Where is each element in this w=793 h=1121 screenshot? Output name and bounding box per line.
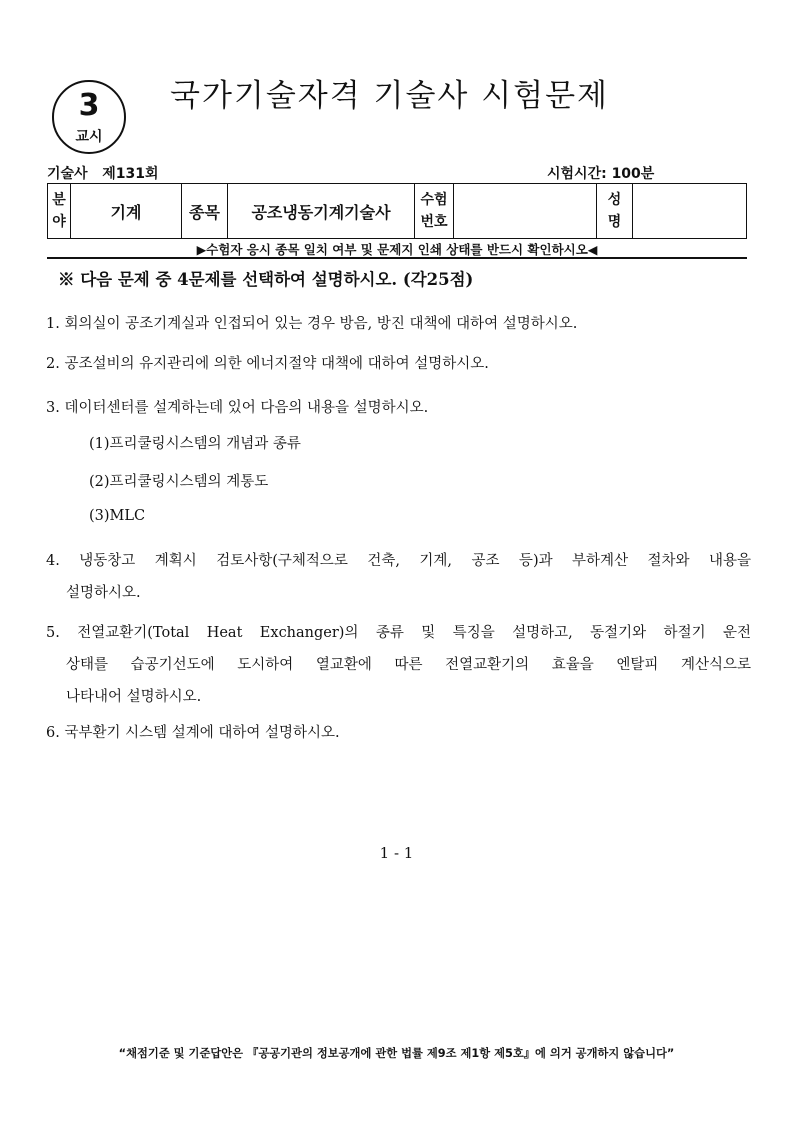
number-label-2: 번호: [420, 214, 448, 230]
name-label-2: 명: [607, 214, 622, 230]
question-1: [46, 308, 751, 340]
page-number: 1 - 1: [379, 844, 414, 862]
question-line: 2. 공조설비의 유지관리에 의한 에너지절약 대책에 대하여 설명하시오.: [46, 356, 489, 372]
question-3: [46, 392, 751, 424]
number-label-cell: [415, 184, 454, 239]
name-value[interactable]: [633, 184, 747, 239]
check-notice: ▶수험자 응시 종목 일치 여부 및 문제지 인쇄 상태를 반드시 확인하시오◀: [196, 242, 598, 257]
question-3-subitem-1: (1)프리쿨링시스템의 개념과 종류: [89, 436, 301, 452]
question-line: 3. 데이터센터를 설계하는데 있어 다음의 내용을 설명하시오.: [46, 400, 429, 416]
name-label-1: 성: [607, 192, 622, 208]
question-line: 1. 회의실이 공조기계실과 인접되어 있는 경우 방음, 방진 대책에 대하여 설명하시오.: [46, 316, 578, 332]
item-label: 종목: [182, 184, 228, 239]
instruction: ※ 다음 문제 중 4문제를 선택하여 설명하시오. (각25점): [58, 270, 474, 289]
number-label-1: 수험: [420, 192, 448, 208]
exam-info-table: [47, 183, 747, 239]
period-badge: [52, 80, 126, 154]
name-label-cell: [597, 184, 633, 239]
exam-round: 기술사 제131회: [47, 166, 159, 182]
divider: [47, 257, 747, 259]
number-value[interactable]: [454, 184, 597, 239]
question-line: 6. 국부환기 시스템 설계에 대하여 설명하시오.: [46, 725, 340, 741]
question-line: 상태를 습공기선도에 도시하여 열교환에 따른 전열교환기의 효율을 엔탈피 계산식으로: [66, 657, 751, 673]
field-value: 기계: [71, 184, 182, 239]
question-line: 4. 냉동창고 계획시 검토사항(구체적으로 건축, 기계, 공조 등)과 부하계산 절차와 내용을: [46, 553, 751, 569]
item-value: 공조냉동기계기술사: [228, 184, 415, 239]
field-label-2: 야: [52, 214, 66, 230]
question-line: 나타내어 설명하시오.: [66, 689, 202, 705]
question-4: [46, 545, 751, 609]
question-2: [46, 348, 751, 380]
footer-notice: “채점기준 및 기준답안은 『공공기관의 정보공개에 관한 법률 제9조 제1항 제5호』에 의거 공개하지 않습니다”: [118, 1047, 675, 1060]
exam-time: 시험시간: 100분: [547, 166, 655, 182]
question-line: 5. 전열교환기(Total Heat Exchanger)의 종류 및 특징을 설명하고, 동절기와 하절기 운전: [46, 625, 751, 641]
question-3-subitem-3: (3)MLC: [89, 508, 146, 524]
period-number: 3: [78, 88, 100, 123]
question-5: [46, 617, 751, 713]
question-line: 설명하시오.: [66, 585, 141, 601]
question-6: [46, 717, 751, 749]
field-label-cell: [48, 184, 71, 239]
field-label-1: 분: [52, 192, 66, 208]
page-title: 국가기술자격 기술사 시험문제: [170, 78, 610, 114]
question-3-subitem-2: (2)프리쿨링시스템의 계통도: [89, 474, 269, 490]
period-label: 교시: [75, 129, 103, 145]
